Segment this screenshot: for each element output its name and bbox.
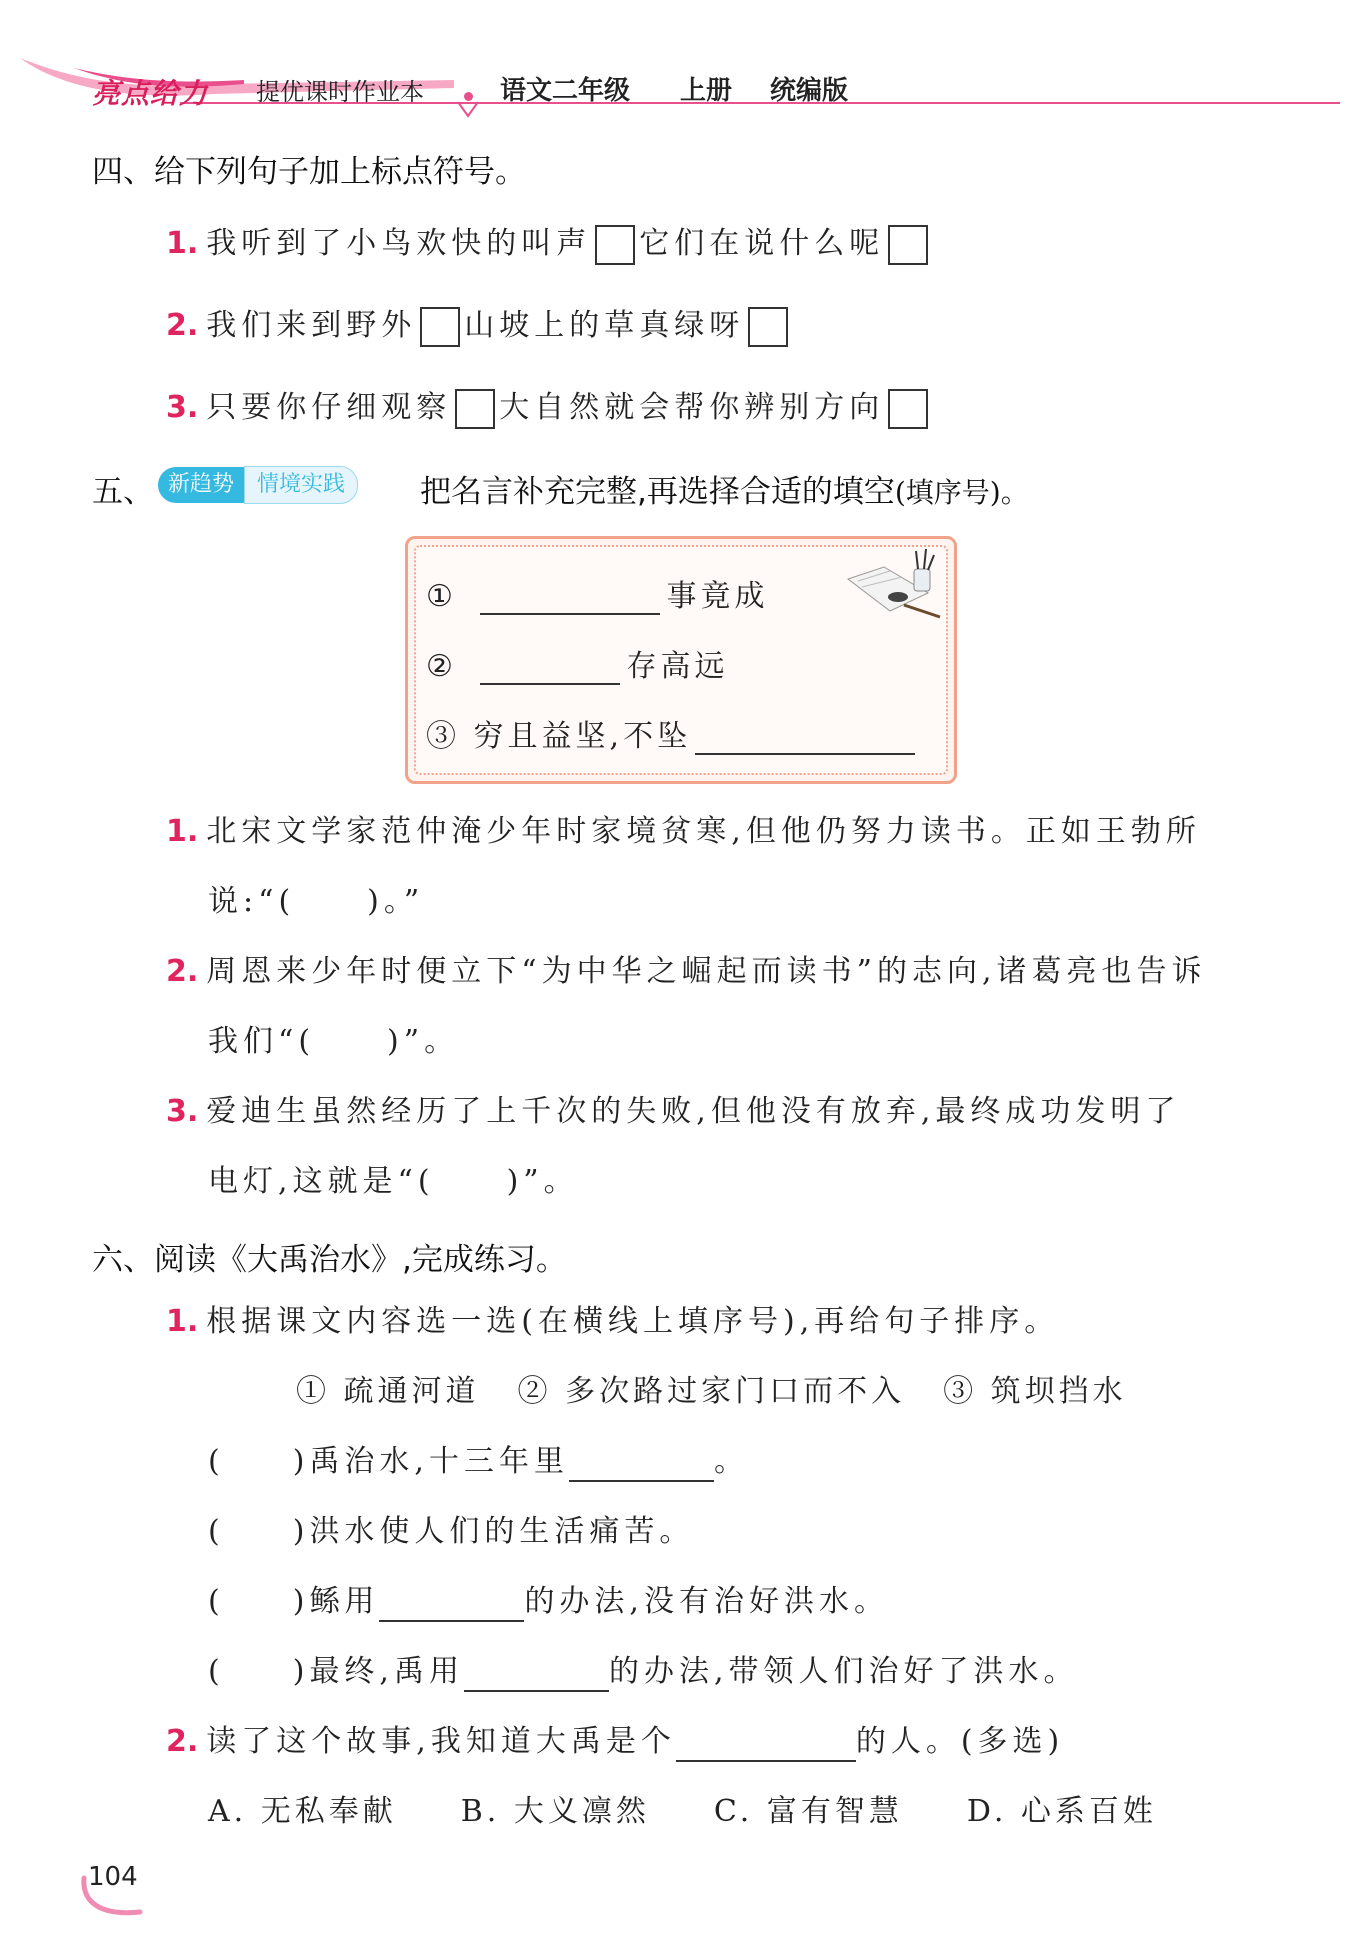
tag-practice: 情境实践 xyxy=(244,466,358,504)
section-5-title-text: 把名言补充完整,再选择合适的填空 xyxy=(420,474,895,510)
proverb-box xyxy=(405,536,957,784)
s4-item-3-part2: 大自然就会帮你辨别方向 xyxy=(499,390,885,425)
choice-d[interactable]: D. 心系百姓 xyxy=(966,1794,1157,1829)
s6-row-1 xyxy=(208,1442,749,1482)
s4-item-1-part1: 我听到了小鸟欢快的叫声 xyxy=(206,226,592,261)
option-1: ① 疏通河道 xyxy=(296,1374,480,1409)
punctuation-box[interactable] xyxy=(455,389,495,429)
choice-b[interactable]: B. 大义凛然 xyxy=(460,1794,650,1829)
choice-c[interactable]: C. 富有智慧 xyxy=(713,1794,903,1829)
proverb-1 xyxy=(426,571,768,615)
answer-paren-close: )”。 xyxy=(387,1024,460,1059)
s4-item-2 xyxy=(166,306,792,347)
row-text: 洪水使人们的生活痛苦。 xyxy=(309,1514,695,1549)
brand-logo-text: 亮点给力 xyxy=(92,77,209,110)
fill-blank[interactable] xyxy=(379,1590,524,1622)
order-paren-open: ( xyxy=(208,1514,225,1549)
fill-blank[interactable] xyxy=(464,1660,609,1692)
answer-paren-open: 我们“( xyxy=(208,1024,316,1059)
item-number: 1. xyxy=(166,1304,199,1339)
order-paren-close: ) xyxy=(292,1444,310,1479)
s6-q1 xyxy=(166,1302,1059,1342)
item-number: 2. xyxy=(166,954,199,989)
punctuation-box[interactable] xyxy=(888,225,928,265)
proverb-mark: ① xyxy=(426,579,457,614)
option-3: ③ 筑坝挡水 xyxy=(943,1374,1127,1409)
s5-item-3-line2 xyxy=(208,1162,579,1202)
proverb-blank[interactable] xyxy=(480,583,660,615)
s4-item-3 xyxy=(166,388,932,429)
order-paren-open: ( xyxy=(208,1584,225,1619)
answer-paren-open: 电灯,这就是“( xyxy=(208,1164,435,1199)
answer-paren-close: )。” xyxy=(367,884,425,919)
punctuation-box[interactable] xyxy=(595,225,635,265)
punctuation-box[interactable] xyxy=(420,307,460,347)
volume-label: 上册 xyxy=(680,76,733,106)
tag-new-trend: 新趋势 xyxy=(158,467,244,503)
s5-item-1-line1 xyxy=(166,812,1201,852)
item-number: 3. xyxy=(166,1094,199,1129)
answer-paren-open: 说:“( xyxy=(208,884,296,919)
proverb-blank[interactable] xyxy=(695,723,915,755)
edition-label: 统编版 xyxy=(770,76,849,106)
s4-item-1 xyxy=(166,224,932,265)
proverb-blank[interactable] xyxy=(480,653,620,685)
s6-options xyxy=(296,1372,1127,1412)
s5-item-2-line2 xyxy=(208,1022,459,1062)
s6-row-4 xyxy=(208,1652,1079,1692)
option-2: ② 多次路过家门口而不入 xyxy=(517,1374,906,1409)
s6-row-3 xyxy=(208,1582,889,1622)
item-number: 2. xyxy=(166,1724,199,1759)
s6-q2-text-end: 的人。(多选) xyxy=(855,1724,1065,1759)
s4-item-2-part1: 我们来到野外 xyxy=(206,308,417,343)
row-text-end: 的办法,带领人们治好了洪水。 xyxy=(608,1654,1079,1689)
proverb-3 xyxy=(426,711,915,755)
order-paren-close: ) xyxy=(292,1584,310,1619)
section-4-title: 四、给下列句子加上标点符号。 xyxy=(92,154,526,190)
proverb-text: 穷且益坚,不坠 xyxy=(473,719,692,754)
row-text: 禹治水,十三年里 xyxy=(309,1444,569,1479)
proverb-2 xyxy=(426,641,728,685)
header-chevron-icon xyxy=(456,100,480,122)
brush-and-paper-icon xyxy=(844,549,944,629)
item-number: 2. xyxy=(166,308,199,343)
order-paren-open: ( xyxy=(208,1654,225,1689)
s6-q2 xyxy=(166,1722,1064,1762)
row-text: 鲧用 xyxy=(309,1584,380,1619)
s5-item-2-text: 周恩来少年时便立下“为中华之崛起而读书”的志向,诸葛亮也告诉 xyxy=(206,954,1207,989)
book-subtitle: 提优课时作业本 xyxy=(256,78,424,106)
order-paren-close: ) xyxy=(292,1514,310,1549)
s4-item-2-part2: 山坡上的草真绿呀 xyxy=(464,308,745,343)
section-5-title-note: (填序号)。 xyxy=(894,476,1029,509)
page-number: 104 xyxy=(88,1862,138,1892)
fill-blank[interactable] xyxy=(569,1450,714,1482)
punctuation-box[interactable] xyxy=(888,389,928,429)
s6-q1-text: 根据课文内容选一选(在横线上填序号),再给句子排序。 xyxy=(206,1304,1060,1339)
section-6-title: 六、阅读《大禹治水》,完成练习。 xyxy=(92,1242,567,1278)
s5-item-3-text: 爱迪生虽然经历了上千次的失败,但他没有放弃,最终成功发明了 xyxy=(206,1094,1181,1129)
fill-blank[interactable] xyxy=(676,1730,856,1762)
s6-q2-text: 读了这个故事,我知道大禹是个 xyxy=(206,1724,676,1759)
row-text-end: 。 xyxy=(713,1444,749,1479)
order-paren-open: ( xyxy=(208,1444,225,1479)
proverb-text: 事竟成 xyxy=(666,579,769,614)
answer-paren-close: )”。 xyxy=(506,1164,579,1199)
s4-item-3-part1: 只要你仔细观察 xyxy=(206,390,452,425)
grade-label: 语文二年级 xyxy=(500,76,631,106)
s5-item-1-text: 北宋文学家范仲淹少年时家境贫寒,但他仍努力读书。正如王勃所 xyxy=(206,814,1201,849)
s5-item-2-line1 xyxy=(166,952,1207,992)
header-dot xyxy=(464,92,473,101)
punctuation-box[interactable] xyxy=(748,307,788,347)
section-5-prefix: 五、 xyxy=(92,474,154,510)
proverb-text: 存高远 xyxy=(626,649,729,684)
item-number: 1. xyxy=(166,814,199,849)
s5-item-3-line1 xyxy=(166,1092,1180,1132)
proverb-mark: ② xyxy=(426,649,457,684)
order-paren-close: ) xyxy=(292,1654,310,1689)
s6-choices xyxy=(208,1792,1157,1832)
tag-chip xyxy=(158,466,358,504)
choice-a[interactable]: A. 无私奉献 xyxy=(208,1794,397,1829)
item-number: 1. xyxy=(166,226,199,261)
s4-item-1-part2: 它们在说什么呢 xyxy=(639,226,885,261)
s5-item-1-line2 xyxy=(208,882,424,922)
row-text: 最终,禹用 xyxy=(309,1654,464,1689)
item-number: 3. xyxy=(166,390,199,425)
s6-row-2 xyxy=(208,1512,694,1552)
proverb-mark: ③ xyxy=(426,719,460,754)
row-text-end: 的办法,没有治好洪水。 xyxy=(524,1584,889,1619)
section-5-title xyxy=(420,466,1029,511)
